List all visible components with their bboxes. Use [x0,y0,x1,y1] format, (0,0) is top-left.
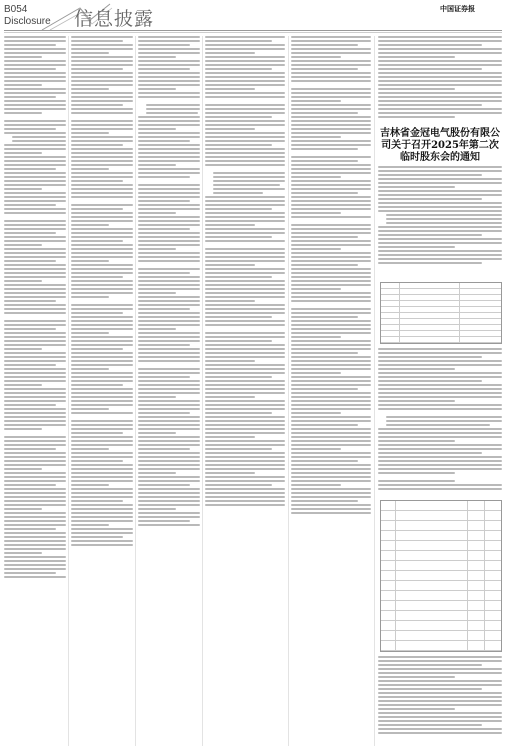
page-header [0,0,506,34]
notice-body-continued [378,348,502,496]
section-name-en: Disclosure [4,16,51,27]
text-column-5 [291,36,371,746]
text-column-1 [4,36,66,746]
section-name-cn: 信息披露 [74,8,155,30]
header-rule-thin [4,32,502,33]
notice-title: 吉林省金冠电气股份有限公司关于召开2025年第二次临时股东会的通知 [380,128,500,163]
proposal-table [380,282,502,344]
page-number: B054 [4,4,28,15]
header-rule [4,30,502,31]
text-column-2 [71,36,133,746]
text-column-6-top [378,36,502,124]
newspaper-masthead: 中国证券报 [440,4,475,13]
text-column-4 [205,36,285,746]
notice-footer-text [378,656,502,746]
voting-table [380,500,502,652]
text-column-3 [138,36,200,746]
